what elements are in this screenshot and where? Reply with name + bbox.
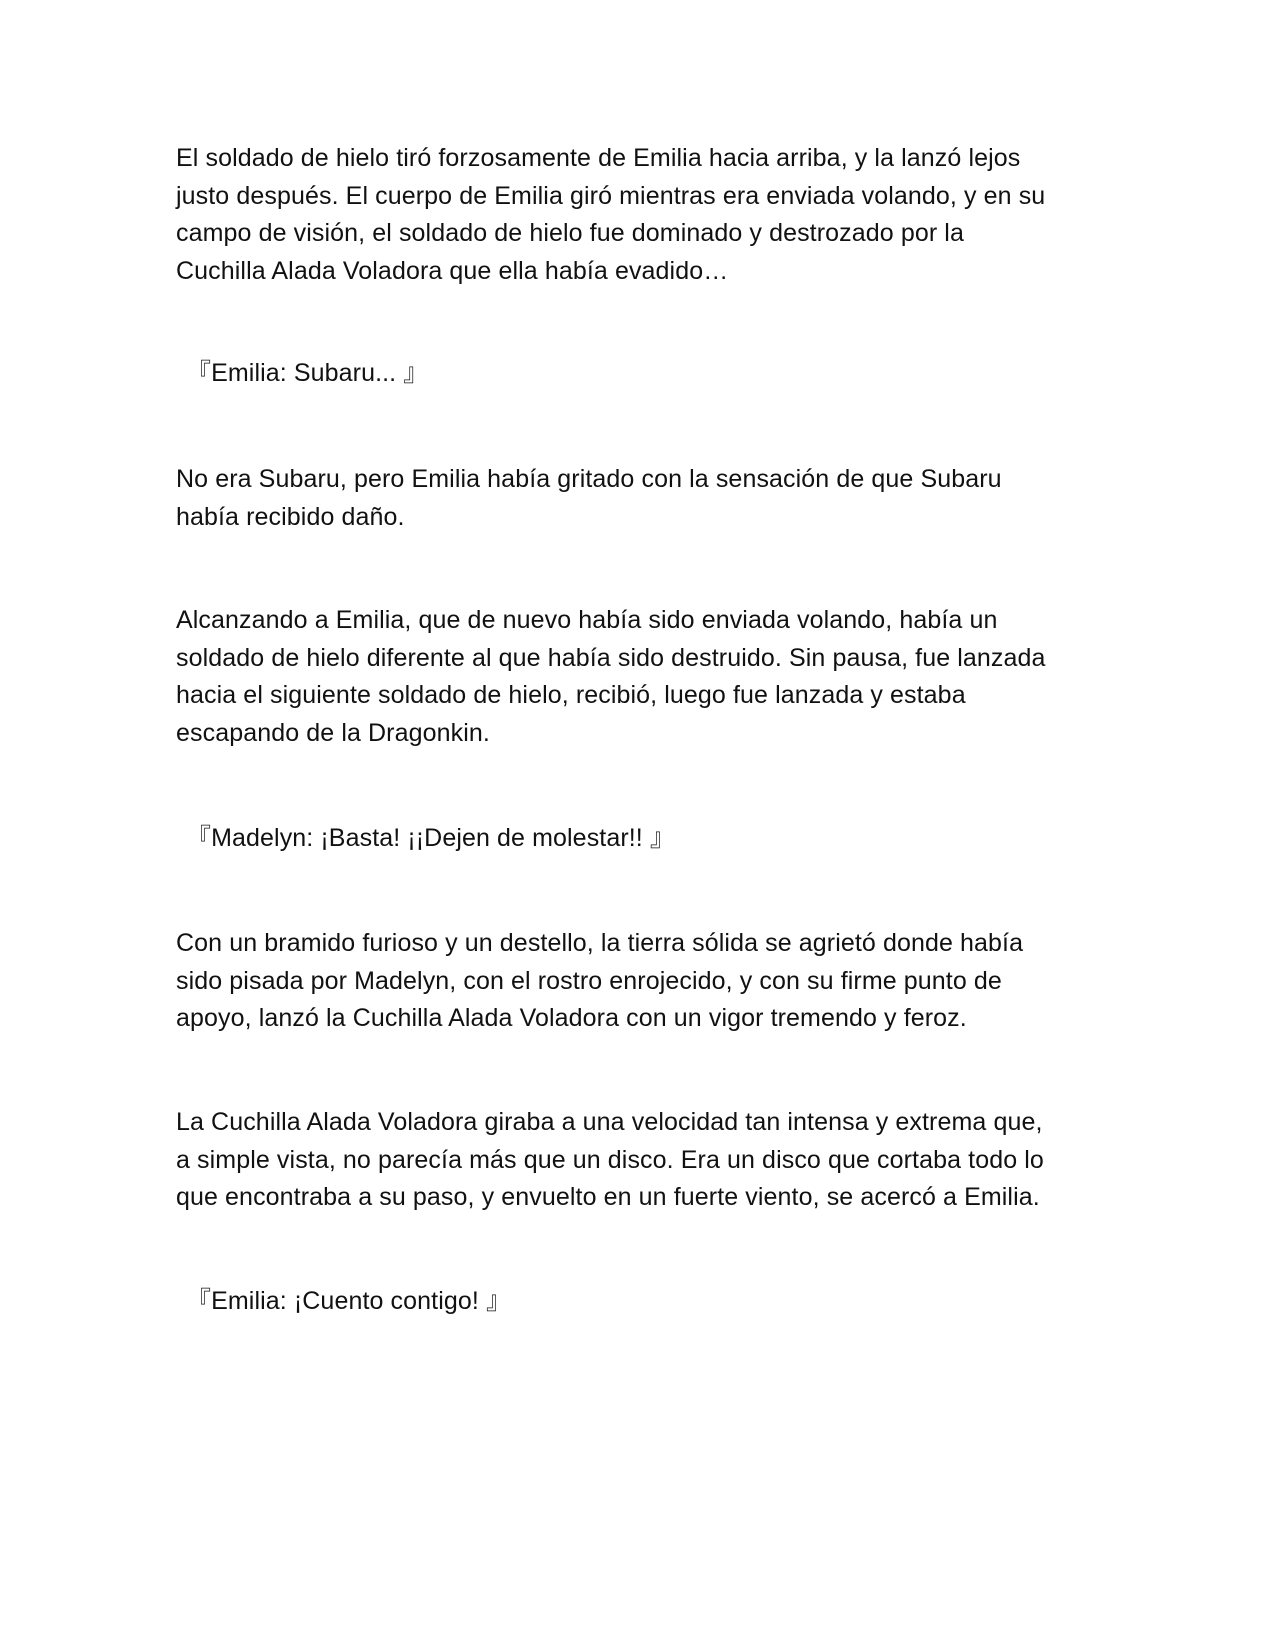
text-line: a simple vista, no parecía más que un disco. Era un disco que cortaba todo lo bbox=[176, 1145, 1044, 1174]
dialogue-line: 『Emilia: Subaru... 』 bbox=[186, 359, 429, 387]
dialogue-line: 『Madelyn: ¡Basta! ¡¡Dejen de molestar!! 』 bbox=[186, 824, 675, 852]
paragraph-dialogue bbox=[186, 355, 1116, 393]
text-line: apoyo, lanzó la Cuchilla Alada Voladora con un vigor tremendo y feroz. bbox=[176, 1004, 967, 1032]
text-line: campo de visión, el soldado de hielo fue dominado y destrozado por la bbox=[176, 219, 964, 247]
text-line: La Cuchilla Alada Voladora giraba a una velocidad tan intensa y extrema que, bbox=[176, 1108, 1043, 1136]
paragraph-narration bbox=[176, 140, 1106, 290]
text-line: sido pisada por Madelyn, con el rostro enrojecido, y con su firme punto de bbox=[176, 966, 1002, 995]
text-line: Alcanzando a Emilia, que de nuevo había sido enviada volando, había un bbox=[176, 606, 998, 634]
text-line: No era Subaru, pero Emilia había gritado con la sensación de que Subaru bbox=[176, 465, 1002, 493]
paragraph-dialogue bbox=[186, 820, 1116, 858]
text-line: que encontraba a su paso, y envuelto en un fuerte viento, se acercó a Emilia. bbox=[176, 1183, 1040, 1211]
text-line: Con un bramido furioso y un destello, la tierra sólida se agrietó donde había bbox=[176, 929, 1024, 957]
text-line: justo después. El cuerpo de Emilia giró mientras era enviada volando, y en su bbox=[176, 181, 1046, 210]
paragraph-narration bbox=[176, 925, 1106, 1038]
text-line: había recibido daño. bbox=[176, 502, 405, 531]
dialogue-line: 『Emilia: ¡Cuento contigo! 』 bbox=[186, 1287, 512, 1315]
paragraph-dialogue bbox=[186, 1283, 1116, 1321]
text-line: soldado de hielo diferente al que había sido destruido. Sin pausa, fue lanzada bbox=[176, 643, 1046, 672]
paragraph-narration bbox=[176, 461, 1106, 536]
paragraph-narration bbox=[176, 602, 1106, 752]
text-line: escapando de la Dragonkin. bbox=[176, 718, 490, 747]
paragraph-narration bbox=[176, 1104, 1106, 1217]
text-line: hacia el siguiente soldado de hielo, recibió, luego fue lanzada y estaba bbox=[176, 681, 966, 709]
text-line: El soldado de hielo tiró forzosamente de Emilia hacia arriba, y la lanzó lejos bbox=[176, 144, 1021, 172]
text-line: Cuchilla Alada Voladora que ella había evadido… bbox=[176, 256, 729, 285]
